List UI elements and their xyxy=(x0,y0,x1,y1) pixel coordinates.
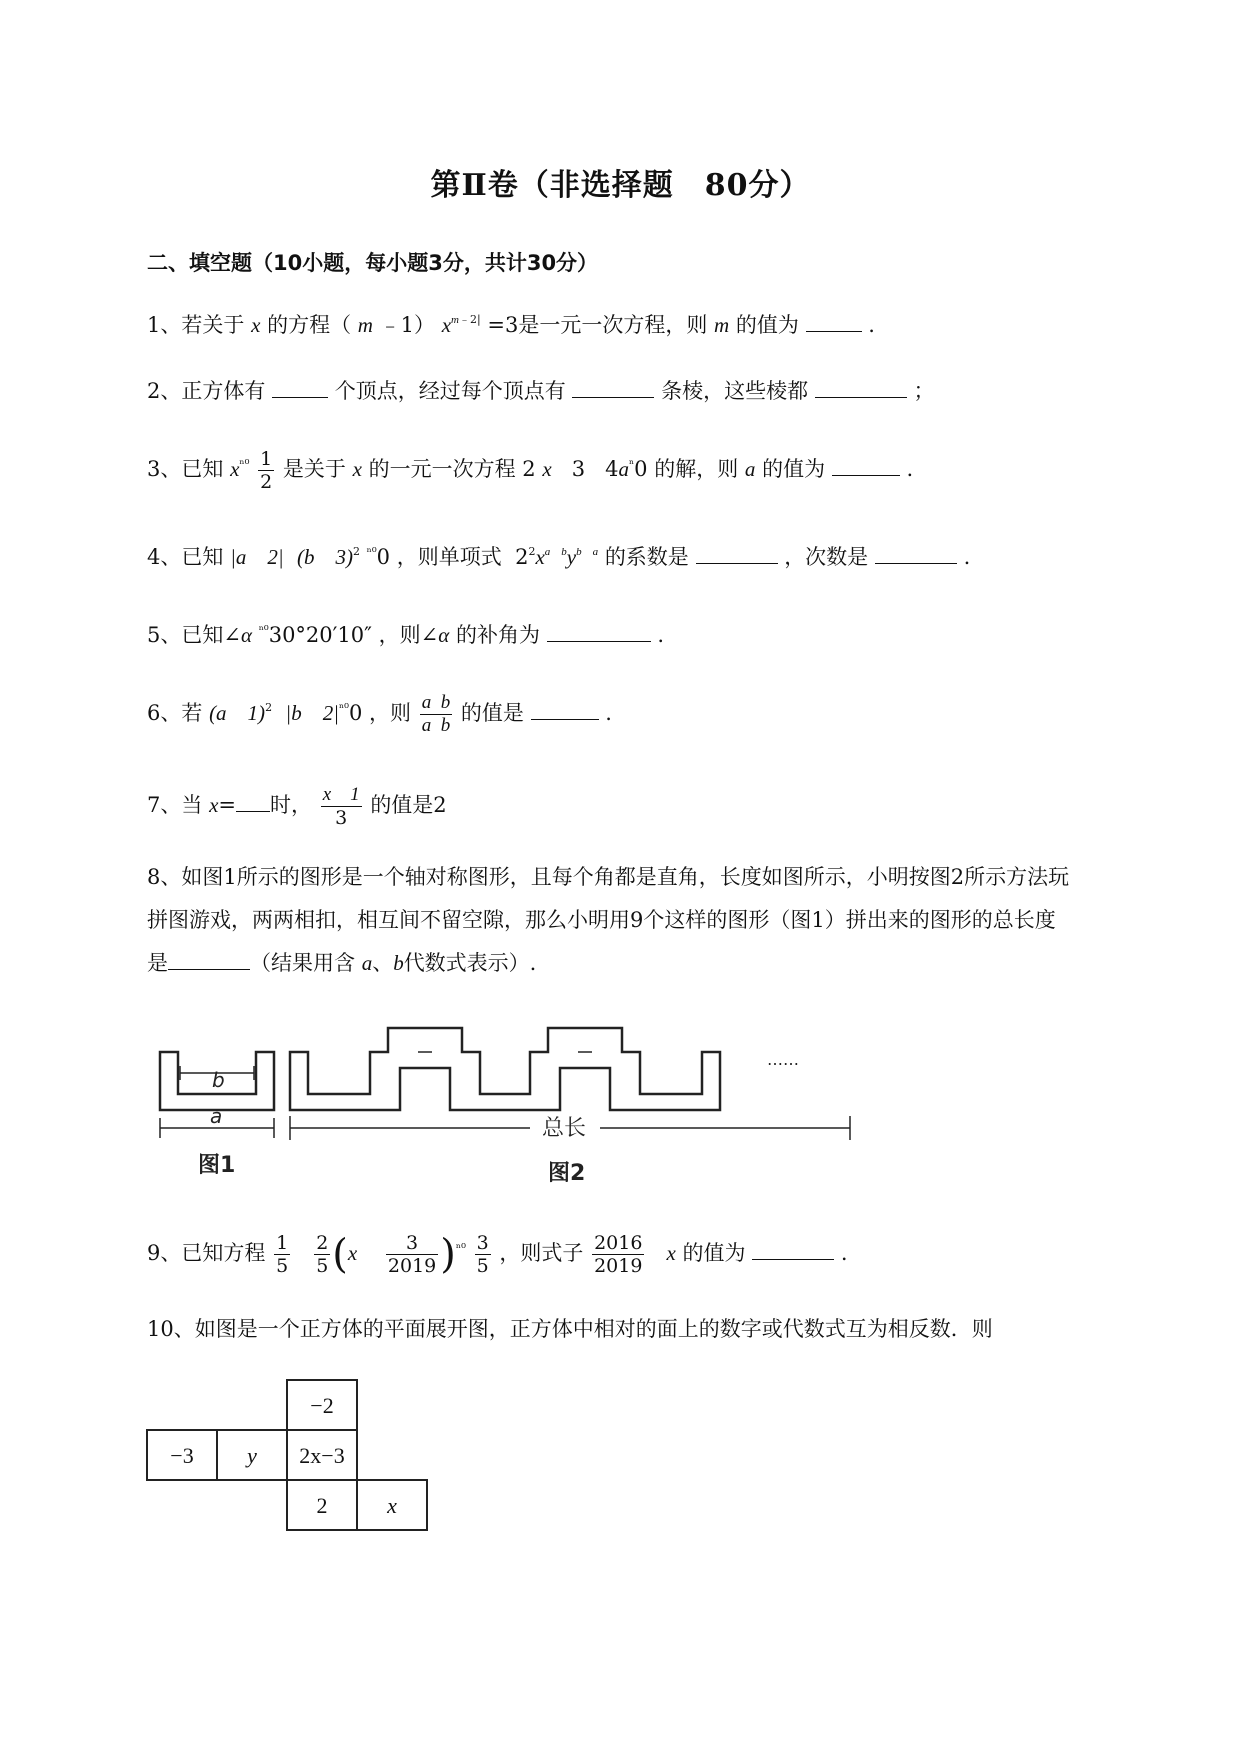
q8-text: 、 xyxy=(372,951,394,975)
q6-square: (a 1) xyxy=(209,701,266,725)
fraction-numerator: 1 xyxy=(260,448,273,470)
cube-net xyxy=(140,1378,440,1538)
q4-exponent: 2 xyxy=(528,545,536,558)
q9-text: ，则式子 xyxy=(499,1241,584,1265)
q9-var-x: x xyxy=(347,1241,358,1265)
fraction-denominator: 5 xyxy=(316,1255,329,1277)
q1-var-m: m xyxy=(357,313,373,337)
q6-var-b: b xyxy=(440,692,451,713)
q9-fraction xyxy=(475,1232,491,1277)
fraction-denominator: 5 xyxy=(276,1255,289,1277)
q6-var-a: a xyxy=(421,715,432,736)
q4-square: (b 3) xyxy=(296,545,353,569)
q3-text: . xyxy=(906,457,914,481)
q8-text: 代数式表示）. xyxy=(403,951,537,975)
q1-text: 的方程（ xyxy=(267,313,352,337)
fig1-label-a: a xyxy=(210,1104,223,1128)
q8-figure xyxy=(150,1010,870,1190)
q4-text: 的系数是 xyxy=(604,545,689,569)
fraction-denominator: 2019 xyxy=(387,1255,437,1277)
question-2 xyxy=(147,374,935,408)
q3-var-x: x xyxy=(352,457,362,481)
q6-text: ，则 xyxy=(369,701,412,725)
q7-text: 的值是2 xyxy=(370,793,447,817)
fraction-denominator: 5 xyxy=(476,1255,489,1277)
q1-var-m: m xyxy=(714,313,730,337)
answer-blank[interactable] xyxy=(806,313,862,332)
fig2-shape xyxy=(290,1028,720,1110)
q1-text: =3是一元一次方程，则 xyxy=(487,313,708,337)
q5-angle: 30°20′10″ xyxy=(268,623,372,647)
answer-blank[interactable] xyxy=(272,379,328,398)
q6-text: 的值是 xyxy=(460,701,524,725)
q1-text: . xyxy=(868,313,875,337)
question-4: 4、已知 |a 2| (b 3)$^2$ $^{^{n0}}$0 ，则单项式 $2^2x^{a b}y^{b a}$ 的系数是 ，次数是 . xyxy=(147,545,971,569)
q3-var-x: x xyxy=(230,457,240,481)
q7-text: 7、当 xyxy=(147,793,203,817)
answer-blank[interactable] xyxy=(696,545,778,564)
net-value-x: x xyxy=(387,1493,397,1518)
q3-text: 是关于 xyxy=(282,457,346,481)
fraction-denominator: 3 xyxy=(335,807,348,829)
q9-text: 9、已知方程 xyxy=(147,1241,266,1265)
q10-text: 10、如图是一个正方体的平面展开图，正方体中相对的面上的数字或代数式互为相反数．则 xyxy=(147,1317,993,1341)
q5-text: 5、已知∠ xyxy=(147,623,241,647)
q3-equation: 0 xyxy=(634,457,648,481)
q4-abs: |a 2| xyxy=(230,545,284,569)
q9-fraction xyxy=(592,1232,644,1277)
q4-monomial: x xyxy=(535,545,545,569)
q9-var-x: x xyxy=(666,1241,676,1265)
q8-line: 8、如图1所示的图形是一个轴对称图形，且每个角都是直角，长度如图所示，小明按图2所示方法玩 xyxy=(147,865,1070,889)
answer-blank[interactable] xyxy=(875,545,957,564)
q5-var-alpha: α xyxy=(438,623,450,647)
question-5: 5、已知∠α $^{^{n0}}$30°20′10″ ，则∠α 的补角为 . xyxy=(147,623,665,647)
q9-fraction xyxy=(274,1232,290,1277)
q9-text: . xyxy=(840,1241,848,1265)
q6-fraction xyxy=(420,692,453,737)
q3-var-a: a xyxy=(618,457,629,481)
q3-equation: x xyxy=(542,457,552,481)
q4-equation: 0 xyxy=(376,545,391,569)
q9-text: 的值为 xyxy=(682,1241,746,1265)
section-heading: 二、填空题（10小题，每小题3分，共计30分） xyxy=(147,251,599,275)
q9-fraction xyxy=(314,1232,330,1277)
q6-text: 6、若 xyxy=(147,701,203,725)
net-value-left: −3 xyxy=(170,1443,194,1468)
q1-var-x: x xyxy=(441,313,452,337)
q9-fraction xyxy=(386,1232,438,1277)
fraction-numerator: 1 xyxy=(276,1232,289,1254)
answer-blank[interactable] xyxy=(752,1241,834,1260)
answer-blank[interactable] xyxy=(531,701,599,720)
answer-blank[interactable] xyxy=(547,623,651,642)
q2-text: 2、正方体有 xyxy=(147,379,266,403)
q5-text: ，则∠ xyxy=(378,623,439,647)
q7-text: 时， xyxy=(270,793,312,817)
q4-text: 4、已知 xyxy=(147,545,224,569)
page-title: 第Ⅱ卷（非选择题 80分） xyxy=(430,168,811,203)
fraction-numerator: 2016 xyxy=(594,1232,643,1254)
fraction-denominator: 2 xyxy=(260,471,273,493)
fig2-caption: 图2 xyxy=(548,1161,586,1186)
q3-equation: 2 xyxy=(522,457,536,481)
q1-text: ﹣1） xyxy=(379,313,435,337)
q6-equation: 0 xyxy=(348,701,363,725)
q6-var-b: b xyxy=(440,715,451,736)
q6-text: . xyxy=(605,701,612,725)
q4-text: ，次数是 xyxy=(784,545,869,569)
q2-text: ； xyxy=(913,379,935,403)
answer-blank[interactable] xyxy=(832,457,900,476)
q1-text: 1、若关于 xyxy=(147,313,245,337)
net-value-top: −2 xyxy=(310,1393,334,1418)
fig1-label-b: b xyxy=(212,1068,225,1092)
fraction-denominator xyxy=(420,715,453,737)
question-10 xyxy=(147,1312,993,1346)
question-6: 6、若 (a 1)$^2$ |b $2|^{^{n0}}0$ ，则 $\frac{\text{a b}}{\text{a b}}$ 的值是 . xyxy=(147,692,612,736)
q4-text: . xyxy=(963,545,971,569)
fig2-ellipsis: …… xyxy=(767,1050,799,1069)
q7-fraction xyxy=(321,784,362,829)
q4-exponent: a b xyxy=(544,546,567,558)
q3-symbol: ⁿ⁰ xyxy=(239,457,250,471)
q6-exponent: 2 xyxy=(265,701,273,714)
q4-exponent: b a xyxy=(576,546,599,558)
fig2-total-label: 总长 xyxy=(542,1116,587,1141)
q8-text: 是 xyxy=(147,951,168,975)
question-7 xyxy=(147,784,447,829)
fraction-numerator: x 1 xyxy=(322,784,360,805)
q3-text: 的值为 xyxy=(762,457,826,481)
fraction-numerator xyxy=(420,692,453,715)
q1-exp-m: m xyxy=(451,314,459,326)
q8-text: （结果用含 xyxy=(250,951,355,975)
question-3: 3、已知 $x^{^{n0}}$ $\frac{1}{2}$ 是关于 x 的一元一次方程 2 x 3 $4a^{^n}0$ 的解，则 a 的值为 . xyxy=(147,448,914,493)
q3-equation: 3 xyxy=(571,457,586,481)
q8-var-b: b xyxy=(393,951,404,975)
q1-text: 的值为 xyxy=(735,313,799,337)
q3-var-a: a xyxy=(744,457,756,481)
q4-exponent: 2 xyxy=(352,545,360,558)
q6-abs: |b 2| xyxy=(285,701,339,725)
q5-text: 的补角为 xyxy=(456,623,540,647)
q7-text: = xyxy=(218,793,236,817)
question-1 xyxy=(147,308,875,346)
q2-text: 条棱，这些棱都 xyxy=(661,379,809,403)
q1-var-x: x xyxy=(251,313,261,337)
fig1-caption: 图1 xyxy=(198,1153,236,1178)
q3-fraction xyxy=(258,448,274,493)
q1-exponent: ﹣2| xyxy=(458,313,481,326)
q8-line xyxy=(147,942,1147,985)
net-value-bottom: 2 xyxy=(316,1493,328,1518)
answer-blank[interactable] xyxy=(236,793,270,812)
q3-text: 3、已知 xyxy=(147,457,224,481)
q4-monomial: y xyxy=(566,545,577,569)
fraction-numerator: 3 xyxy=(386,1232,438,1255)
q8-var-a: a xyxy=(361,951,373,975)
q6-var-a: a xyxy=(421,692,432,713)
q8-line: 拼图游戏，两两相扣，相互间不留空隙，那么小明用9个这样的图形（图1）拼出来的图形的总长度 xyxy=(147,908,1056,932)
fraction-numerator: 3 xyxy=(476,1232,489,1254)
net-value-center: 2x−3 xyxy=(299,1443,345,1468)
q2-text: 个顶点，经过每个顶点有 xyxy=(334,379,566,403)
q5-text: . xyxy=(657,623,665,647)
answer-blank[interactable] xyxy=(168,951,250,970)
fraction-numerator: 2 xyxy=(316,1232,329,1254)
q3-equation: 4 xyxy=(605,457,619,481)
q7-var-x: x xyxy=(209,793,219,817)
q3-text: 的解，则 xyxy=(654,457,739,481)
fraction-denominator: 2019 xyxy=(594,1255,643,1277)
q3-text: 的一元一次方程 xyxy=(368,457,516,481)
answer-blank[interactable] xyxy=(572,379,654,398)
question-9: 9、已知方程 $\frac{1}{5}$ $\frac{2}{5}$ (x $\frac{3}{2019}$ )$^{^{n0}}$ $\frac{3}{5}$ ，则式子 $\frac{2016}{2019}$ x 的值为 . xyxy=(147,1231,848,1278)
answer-blank[interactable] xyxy=(815,379,907,398)
q4-monomial: 2 xyxy=(515,545,529,569)
question-8 xyxy=(147,856,1147,985)
q5-var-alpha: α xyxy=(240,623,252,647)
net-value-y: y xyxy=(247,1443,257,1468)
q4-text: ，则单项式 xyxy=(396,545,502,569)
